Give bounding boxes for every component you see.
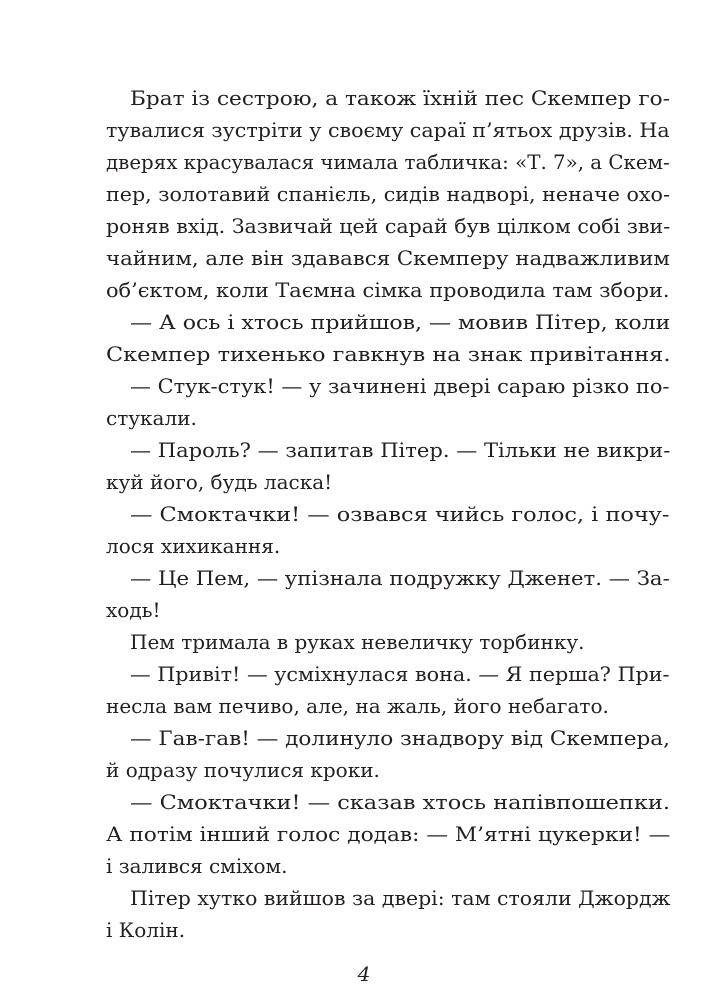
text-line: — А ось і хтось прийшов, — мовив Пітер, коли bbox=[130, 310, 671, 334]
text-line: Пем тримала в руках невеличку торбинку. bbox=[130, 630, 585, 654]
text-line: чайним, але він здавався Скемперу надважливим bbox=[106, 246, 670, 270]
text-line: — Це Пем, — упізнала подружку Дженет. — За- bbox=[130, 566, 670, 590]
text-line: несла вам печиво, але, на жаль, його небагато. bbox=[106, 694, 609, 718]
text-line: Пітер хутко вийшов за двері: там стояли Джордж bbox=[130, 886, 671, 910]
text-line: лося хихикання. bbox=[106, 534, 281, 558]
text-line: — Привіт! — усміхнулася вона. — Я перша? При- bbox=[130, 662, 670, 686]
text-line: роняв вхід. Зазвичай цей сарай був цілком собі зви- bbox=[106, 214, 671, 238]
text-line: Брат із сестрою, а також їхній пес Скемпер го- bbox=[130, 86, 670, 110]
text-line: — Смоктачки! — сказав хтось напівпошепки. bbox=[130, 790, 671, 814]
text-line: дверях красувалася чимала табличка: «Т. 7», а Скем- bbox=[106, 150, 670, 174]
text-line: — Смоктачки! — озвався чийсь голос, і почу- bbox=[130, 502, 670, 526]
text-line: Скемпер тихенько гавкнув на знак привітання. bbox=[106, 342, 671, 366]
text-line: і залився сміхом. bbox=[106, 854, 288, 878]
text-line: стукали. bbox=[106, 406, 197, 430]
text-line: — Стук-стук! — у зачинені двері сараю різко по- bbox=[130, 374, 670, 398]
text-line: й одразу почулися кроки. bbox=[106, 758, 380, 782]
text-line: і Колін. bbox=[106, 918, 186, 942]
page-number: 4 bbox=[357, 962, 371, 986]
text-line: об’єктом, коли Таємна сімка проводила там збори. bbox=[106, 278, 670, 302]
text-line: — Пароль? — запитав Пітер. — Тільки не викри- bbox=[130, 438, 671, 462]
text-line: ходь! bbox=[106, 598, 161, 622]
text-line: пер, золотавий спанієль, сидів надворі, неначе охо- bbox=[106, 182, 670, 206]
text-line: А потім інший голос додав: — М’ятні цукерки! — bbox=[106, 822, 671, 846]
text-line: — Гав-гав! — долинуло знадвору від Скемпера, bbox=[130, 726, 671, 750]
text-line: тувалися зустріти у своєму сараї п’ятьох друзів. На bbox=[106, 118, 670, 142]
text-line: куй його, будь ласка! bbox=[106, 470, 333, 494]
